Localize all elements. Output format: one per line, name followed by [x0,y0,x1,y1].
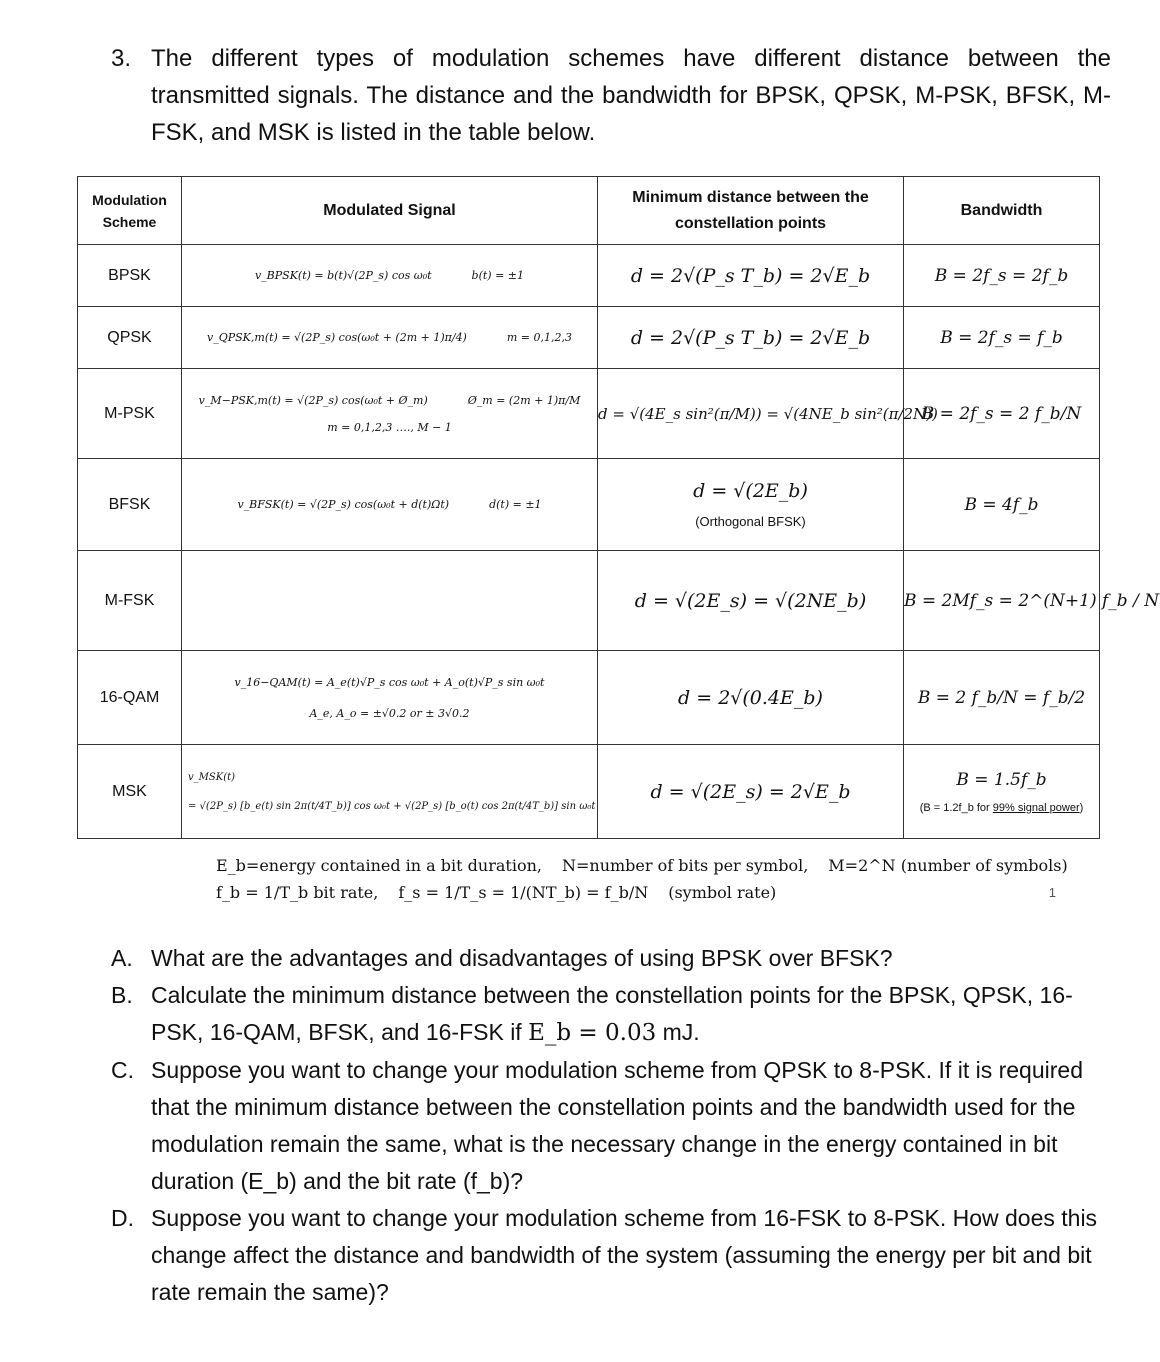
signal-condition: b(t) = ±1 [471,269,525,282]
table-row [78,551,1100,651]
question-label: B. [111,982,133,1008]
signal-formula-line2: = √(2P_s) [b_e(t) sin 2π(t/4T_b)] cos ω₀t + √(2P_s) [b_o(t) cos 2π(t/4T_b)] sin ω₀t [188,800,596,812]
signal-cell [182,369,598,459]
footnote-line-2: f_b = 1/T_b bit rate, f_s = 1/T_s = 1/(NT_b) = f_b/N (symbol rate) [216,883,777,902]
bandwidth-note-link: 99% signal power [992,801,1080,814]
distance-cell [598,459,904,551]
table-row [78,245,1100,307]
distance-cell: d = 2√(P_s T_b) = 2√E_b [598,245,904,307]
signal-cell [182,551,598,651]
intro-text: The different types of modulation schemes have different distance between the transmitted signals. The distance and the bandwidth for BPSK, QPSK, M-PSK, BFSK, M-FSK, and MSK is listed in the table below. [151,45,1111,146]
header-distance: Minimum distance between the constellation points [598,177,904,245]
signal-index-range: m = 0,1,2,3 …., M − 1 [327,420,452,434]
question-list [111,940,1111,1311]
signal-cell [182,651,598,745]
table-row [78,369,1100,459]
question-label: A. [111,945,133,971]
question-text: Suppose you want to change your modulation scheme from QPSK to 8-PSK. If it is required that the minimum distance between the constellation points and the bandwidth used for the modulation remain the same, what is the necessary change in the energy contained in bit duration (E_b) and the bit rate (f_b)? [151,1057,1083,1194]
question-item [111,940,1111,977]
distance-cell: d = 2√(P_s T_b) = 2√E_b [598,307,904,369]
scheme-cell: MSK [78,745,182,839]
signal-formula: v_BFSK(t) = √(2P_s) cos(ω₀t + d(t)Ωt) [237,498,450,511]
header-bandwidth: Bandwidth [904,177,1100,245]
table-row [78,745,1100,839]
signal-condition: m = 0,1,2,3 [506,331,572,344]
question-text: Suppose you want to change your modulation scheme from 16-FSK to 8-PSK. How does this change affect the distance and bandwidth of the system (assuming the energy per bit and bit rate remain the same)? [151,1205,1098,1305]
distance-cell: d = 2√(0.4E_b) [598,651,904,745]
bandwidth-cell: B = 2 f_b/N = f_b/2 [904,651,1100,745]
signal-formula: v_QPSK,m(t) = √(2P_s) cos(ω₀t + (2m + 1)π/4) [207,331,467,344]
bandwidth-cell: B = 2f_s = f_b [904,307,1100,369]
signal-amplitudes: A_e, A_o = ±√0.2 or ± 3√0.2 [309,706,470,720]
signal-cell [182,745,598,839]
bandwidth-cell: B = 4f_b [904,459,1100,551]
bandwidth-cell: B = 2f_s = 2f_b [904,245,1100,307]
table-row [78,459,1100,551]
scheme-cell: M-FSK [78,551,182,651]
page-number: 1 [1048,885,1056,900]
scheme-cell: BFSK [78,459,182,551]
scheme-cell: 16-QAM [78,651,182,745]
question-label: C. [111,1057,134,1083]
signal-formula: v_BPSK(t) = b(t)√(2P_s) cos ω₀t [254,269,432,282]
signal-formula: v_16−QAM(t) = A_e(t)√P_s cos ω₀t + A_o(t)√P_s sin ω₀t [234,675,545,689]
scheme-cell: BPSK [78,245,182,307]
footnote-line-1: E_b=energy contained in a bit duration, N=number of bits per symbol, M=2^N (number of symbols) [216,856,1068,875]
signal-cell [182,307,598,369]
question-label: D. [111,1205,134,1231]
table-row [78,307,1100,369]
question-3-intro [111,40,1111,151]
table-footnotes [216,852,1068,906]
signal-condition: Ø_m = (2m + 1)π/M [467,393,581,407]
bandwidth-cell [904,745,1100,839]
header-scheme: Modulation Scheme [78,177,182,245]
bandwidth-cell: B = 2f_s = 2 f_b/N [904,369,1100,459]
distance-note: (Orthogonal BFSK) [695,514,806,529]
question-number: 3. [111,45,132,72]
energy-value: E_b = 0.03 [528,1020,657,1046]
signal-formula: v_M−PSK,m(t) = √(2P_s) cos(ω₀t + Ø_m) [198,393,428,407]
table-header-row [78,177,1100,245]
question-item [111,1052,1111,1200]
scheme-cell: M-PSK [78,369,182,459]
signal-cell [182,459,598,551]
bandwidth-note: (B = 1.2f_b for 99% signal power) [919,801,1084,814]
distance-cell: d = √(2E_s) = 2√E_b [598,745,904,839]
question-text: What are the advantages and disadvantages of using BPSK over BFSK? [151,945,893,971]
bandwidth-formula: B = 1.5f_b [956,769,1047,790]
question-text: Calculate the minimum distance between the constellation points for the BPSK, QPSK, 16-PSK, 16-QAM, BFSK, and 16-FSK if [151,982,1073,1045]
distance-formula: d = √(2E_b) [693,480,808,502]
question-item: B. Calculate the minimum distance between the constellation points for the BPSK, QPSK, 16-PSK, 16-QAM, BFSK, and 16-FSK if E_b = 0.03 mJ. [111,977,1111,1052]
bandwidth-cell: B = 2Mf_s = 2^(N+1) f_b / N [904,551,1100,651]
table-row [78,651,1100,745]
distance-cell: d = √(4E_s sin²(π/M)) = √(4NE_b sin²(π/2N)) [598,369,904,459]
modulation-table [77,176,1160,839]
question-item [111,1200,1111,1311]
header-signal: Modulated Signal [182,177,598,245]
scheme-cell: QPSK [78,307,182,369]
distance-cell: d = √(2E_s) = √(2NE_b) [598,551,904,651]
signal-cell [182,245,598,307]
signal-condition: d(t) = ±1 [489,498,542,511]
signal-formula: v_MSK(t) [188,771,236,783]
